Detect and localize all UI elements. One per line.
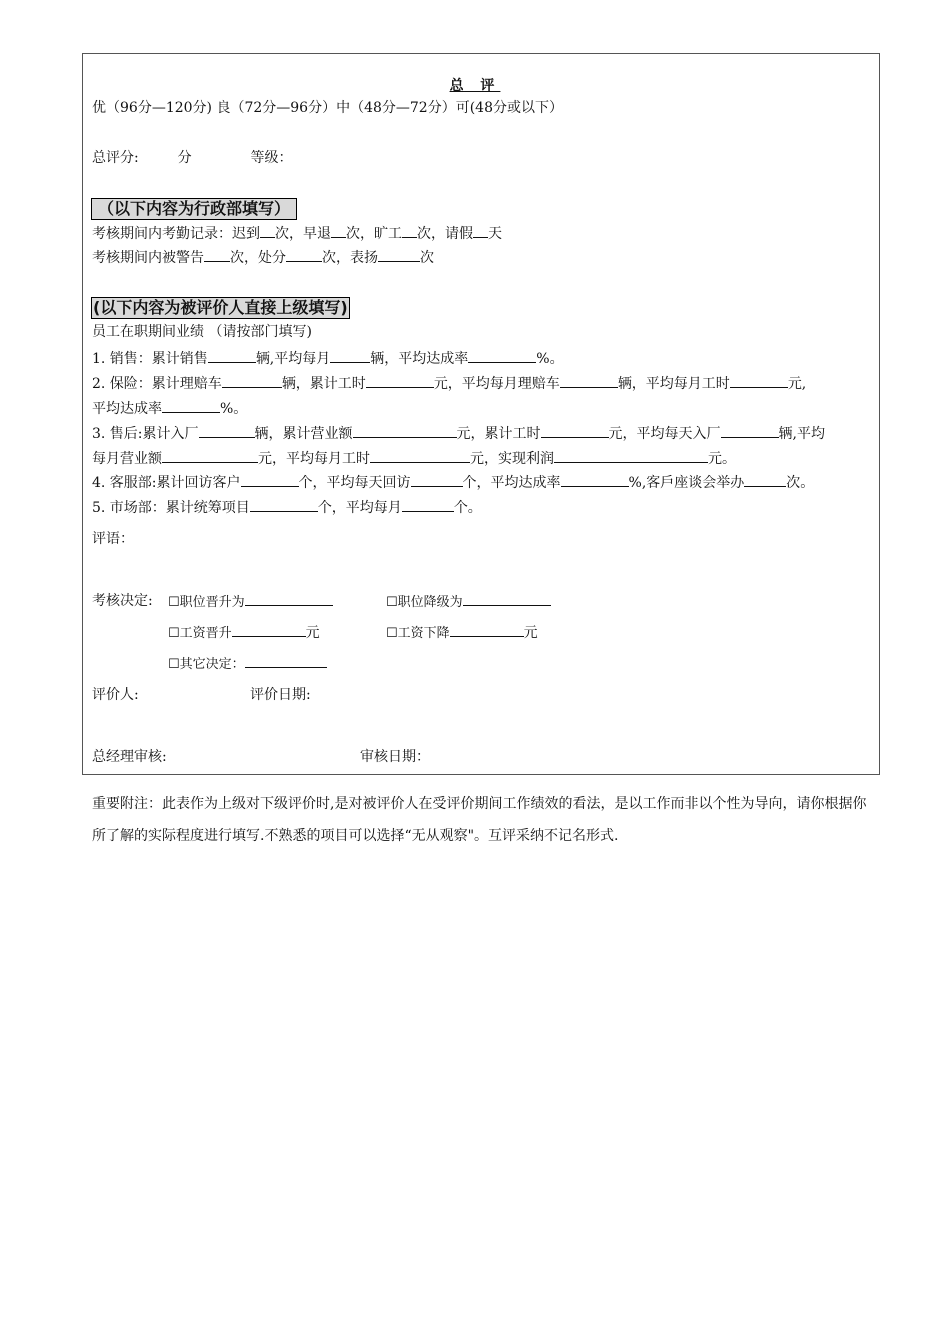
mkt-monthly-blank[interactable] bbox=[402, 498, 454, 512]
cut-blank[interactable] bbox=[450, 623, 524, 637]
cs-visits-blank[interactable] bbox=[241, 473, 299, 487]
review-date-label: 审核日期： bbox=[360, 749, 430, 765]
ins-hours-blank[interactable] bbox=[366, 374, 434, 388]
warning-blank[interactable] bbox=[204, 248, 230, 262]
customer-service-line: 4. 客服部:累计回访客户 个，平均每天回访 个，平均达成率 %,客戶座谈会举办 次。 bbox=[92, 475, 815, 491]
leave-blank[interactable] bbox=[473, 224, 488, 238]
promote-checkbox[interactable]: ☐职位晋升为 bbox=[168, 595, 245, 610]
important-note: 重要附注：此表作为上级对下级评价时,是对被评价人在受评价期间工作绩效的看法，是以工作而非以个性为导向，请你根据你所了解的实际程度进行填写.不熟悉的项目可以选择“无从观察"。互评采纳不记名形式. bbox=[92, 796, 867, 844]
demote-blank[interactable] bbox=[463, 592, 551, 606]
raise-blank[interactable] bbox=[232, 623, 306, 637]
grade-label: 等级： bbox=[250, 150, 293, 166]
aftersales-line-2: 每月营业额 元，平均每月工时 元，实现利润 元。 bbox=[92, 451, 736, 467]
cs-daily-visits-blank[interactable] bbox=[411, 473, 463, 487]
supervisor-section-header: (以下内容为被评价人直接上级填写) bbox=[93, 298, 348, 317]
score-unit: 分 bbox=[177, 150, 192, 166]
late-blank[interactable] bbox=[260, 224, 275, 238]
ins-monthly-claims-blank[interactable] bbox=[560, 374, 618, 388]
penalty-blank[interactable] bbox=[286, 248, 322, 262]
raise-option[interactable]: ☐工资晋升 元 bbox=[168, 625, 320, 641]
sales-line: 1. 销售：累计销售 辆,平均每月 辆，平均达成率 %。 bbox=[92, 351, 564, 367]
praise-blank[interactable] bbox=[378, 248, 420, 262]
aftersales-line: 3. 售后:累计入厂 辆，累计营业额 元，累计工时 元，平均每天入厂 辆,平均 bbox=[92, 426, 825, 442]
after-monthly-revenue-blank[interactable] bbox=[162, 449, 258, 463]
evaluation-date-label: 评价日期: bbox=[250, 687, 311, 703]
promote-option[interactable] bbox=[168, 592, 333, 612]
after-revenue-blank[interactable] bbox=[353, 424, 457, 438]
ins-rate-blank[interactable] bbox=[162, 399, 220, 413]
raise-checkbox[interactable]: ☐工资晋升 bbox=[168, 626, 232, 641]
other-checkbox[interactable]: ☐其它决定： bbox=[168, 657, 245, 672]
marketing-line: 5. 市场部：累计统筹项目 个，平均每月 个。 bbox=[92, 500, 482, 516]
cs-meetings-blank[interactable] bbox=[744, 473, 786, 487]
grade-scale: 优（96分—120分) 良（72分—96分）中（48分—72分）可(48分或以下） bbox=[92, 100, 563, 116]
evaluator-label: 评价人: bbox=[92, 687, 139, 703]
gm-review-label: 总经理审核: bbox=[92, 749, 167, 765]
after-hours-blank[interactable] bbox=[541, 424, 609, 438]
sales-monthly-blank[interactable] bbox=[330, 349, 370, 363]
admin-section-header: （以下内容为行政部填写） bbox=[91, 198, 297, 220]
other-blank[interactable] bbox=[245, 654, 327, 668]
absent-blank[interactable] bbox=[402, 224, 417, 238]
insurance-line-2: 平均达成率 %。 bbox=[92, 401, 248, 417]
cs-rate-blank[interactable] bbox=[561, 473, 629, 487]
ins-claims-blank[interactable] bbox=[222, 374, 282, 388]
decision-label: 考核决定: bbox=[92, 593, 153, 609]
attendance-line: 考核期间内考勤记录：迟到 次，早退 次，旷工 次，请假 天 bbox=[92, 226, 502, 242]
sales-total-blank[interactable] bbox=[208, 349, 256, 363]
after-intake-blank[interactable] bbox=[199, 424, 255, 438]
early-leave-blank[interactable] bbox=[331, 224, 346, 238]
section-title: 总 评 bbox=[449, 78, 501, 94]
after-daily-intake-blank[interactable] bbox=[721, 424, 779, 438]
insurance-line: 2. 保险：累计理赔车 辆，累计工时 元，平均每月理赔车 辆，平均每月工时 元, bbox=[92, 376, 807, 392]
ins-monthly-hours-blank[interactable] bbox=[730, 374, 788, 388]
cut-option[interactable]: ☐工资下降 元 bbox=[386, 625, 538, 641]
total-score-label: 总评分: bbox=[92, 150, 139, 166]
mkt-projects-blank[interactable] bbox=[250, 498, 318, 512]
total-score-line bbox=[92, 149, 293, 167]
demote-option[interactable] bbox=[386, 592, 551, 612]
promote-blank[interactable] bbox=[245, 592, 333, 606]
after-monthly-hours-blank[interactable] bbox=[370, 449, 470, 463]
discipline-line: 考核期间内被警告 次，处分 次，表扬 次 bbox=[92, 250, 434, 266]
after-profit-blank[interactable] bbox=[554, 449, 708, 463]
cut-checkbox[interactable]: ☐工资下降 bbox=[386, 626, 450, 641]
performance-intro: 员工在职期间业绩 （请按部门填写) bbox=[92, 324, 312, 340]
comment-label: 评语： bbox=[92, 531, 134, 547]
sales-rate-blank[interactable] bbox=[468, 349, 536, 363]
demote-checkbox[interactable]: ☐职位降级为 bbox=[386, 595, 463, 610]
other-option[interactable] bbox=[168, 654, 327, 674]
